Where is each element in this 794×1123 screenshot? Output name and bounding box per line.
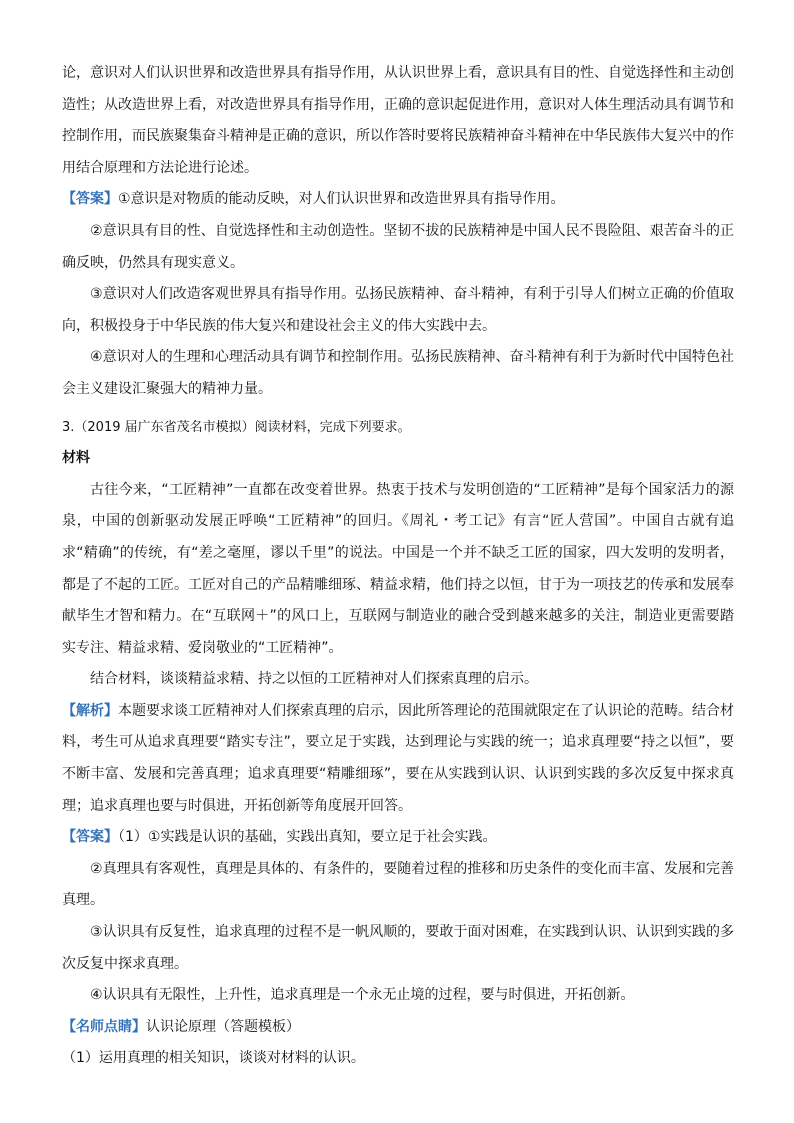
paragraph-continued: 论，意识对人们认识世界和改造世界具有指导作用，从认识世界上看，意识具有目的性、自觉选择性和主动创造性；从改造世界上看，对改造世界具有指导作用，正确的意识起促进作用，意识对人体生理活动具有调节和控制作用，而民族聚集奋斗精神是正确的意识，所以作答时要将民族精神奋斗精神在中华民族伟大复兴中的作用结合原理和方法论进行论述。	[62, 65, 734, 176]
document-page	[62, 58, 734, 1075]
analysis-tag: 【解析】	[62, 702, 118, 719]
question-3-task: 结合材料，谈谈精益求精、持之以恒的工匠精神对人们探索真理的启示。	[90, 671, 538, 688]
material-text: 古往今来，“工匠精神”一直都在改变着世界。热衷于技术与发明创造的“工匠精神”是每个国家活力的源泉，中国的创新驱动发展正呼唤“工匠精神”的回归。《周礼・考工记》有言“匠人营国”。中国自古就有追求“精确”的传统，有“差之毫厘，谬以千里”的说法。中国是一个并不缺乏工匠的国家，四大发明的发明者，都是了不起的工匠。工匠对自己的产品精雕细琢、精益求精，他们持之以恒，甘于为一项技艺的传承和发展奉献毕生才智和精力。在“互联网＋”的风口上，互联网与制造业的融合受到越来越多的关注，制造业更需要踏实专注、精益求精、爱岗敬业的“工匠精神”。	[62, 481, 734, 656]
answer-1-line-4: ④意识对人的生理和心理活动具有调节和控制作用。弘扬民族精神、奋斗精神有利于为新时代中国特色社会主义建设汇聚强大的精神力量。	[62, 349, 734, 397]
question-3-stem: 3.（2019 届广东省茂名市模拟）阅读材料，完成下列要求。	[62, 419, 411, 435]
analysis: 【解析】本题要求谈工匠精神对人们探索真理的启示，因此所答理论的范围就限定在了认识论的范畴。结合材料，考生可从追求真理要“踏实专注”，要立足于实践，达到理论与实践的统一；追求真理要“持之以恒”，要不断丰富、发展和完善真理；追求真理要“精雕细琢”，要在从实践到认识、认识到实践的多次反复中探求真理；追求真理也要与时俱进，开拓创新等角度展开回答。	[62, 702, 734, 814]
teacher-comment: 【名师点睛】认识论原理（答题模板）	[62, 1018, 300, 1035]
answer-1-line-1: 【答案】①意识是对物质的能动反映，对人们认识世界和改造世界具有指导作用。	[62, 191, 565, 208]
answer-tag: 【答案】	[62, 191, 118, 208]
answer-3-line-3: ③认识具有反复性，追求真理的过程不是一帆风顺的，要敢于面对困难，在实践到认识、认识到实践的多次反复中探求真理。	[62, 924, 734, 972]
teacher-line-1: （1）运用真理的相关知识，谈谈对材料的认识。	[62, 1050, 365, 1067]
answer-1-line-3: ③意识对人们改造客观世界具有指导作用。弘扬民族精神、奋斗精神，有利于引导人们树立正确的价值取向，积极投身于中华民族的伟大复兴和建设社会主义的伟大实践中去。	[62, 286, 734, 334]
answer-3-line-2: ②真理具有客观性，真理是具体的、有条件的，要随着过程的推移和历史条件的变化而丰富、发展和完善真理。	[62, 860, 734, 909]
material-label: 材料	[62, 450, 90, 467]
answer-3-line-1: 【答案】（1）①实践是认识的基础，实践出真知，要立足于社会实践。	[62, 829, 497, 846]
answer-tag: 【答案】	[62, 829, 118, 846]
answer-3-line-4: ④认识具有无限性，上升性，追求真理是一个永无止境的过程，要与时俱进，开拓创新。	[90, 987, 635, 1004]
teacher-tag: 【名师点睛】	[62, 1018, 146, 1035]
answer-1-line-2: ②意识具有目的性、自觉选择性和主动创造性。坚韧不拔的民族精神是中国人民不畏险阻、艰苦奋斗的正确反映，仍然具有现实意义。	[62, 222, 734, 271]
